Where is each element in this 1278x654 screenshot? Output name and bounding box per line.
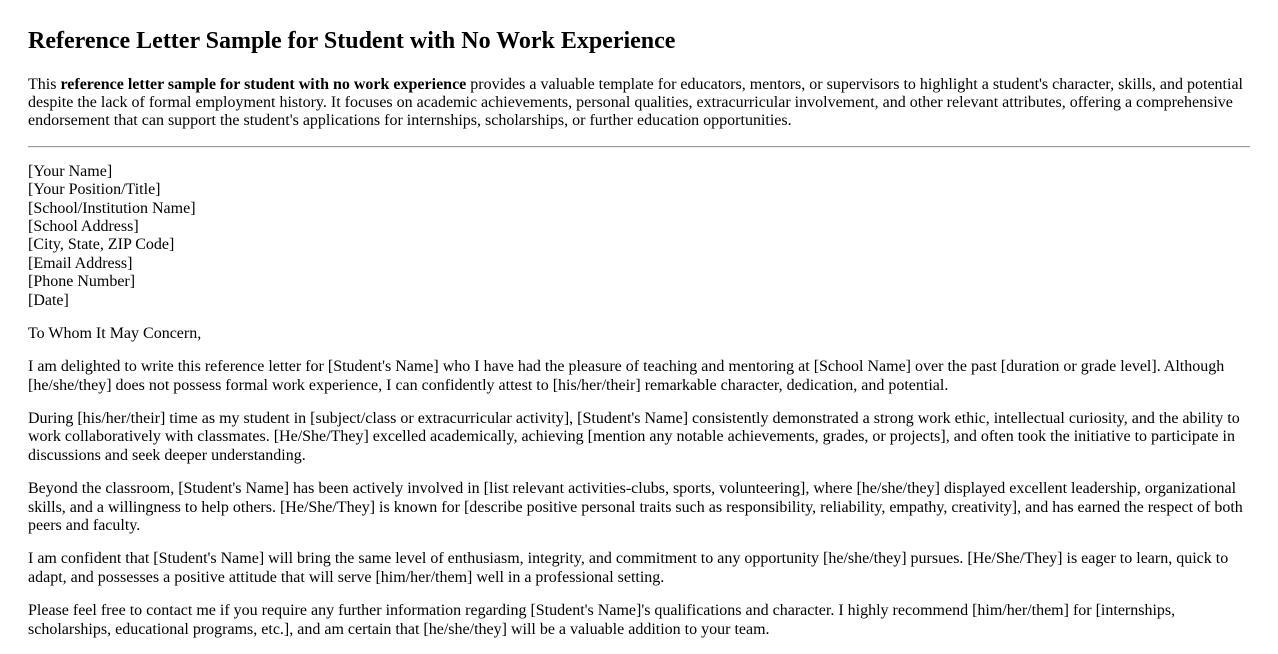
intro-text-bold-phrase: reference letter sample for student with no work experience [60, 75, 467, 93]
intro-text-prefix: This [28, 75, 61, 93]
page-title: Reference Letter Sample for Student with No Work Experience [28, 28, 676, 54]
intro-text-suffix: provides a valuable template for educators, mentors, or supervisors to highlight a student's character, skills, and potential despite the lack of formal employment history. It focuses on academic achievements, personal qualities, extracurricular involvement, and other relevant attributes, offering a comprehensive endorsement that can support the student's applications for internships, scholarships, or further education opportunities. [28, 75, 1243, 130]
letter-paragraph-3: Beyond the classroom, [Student's Name] has been actively involved in [list relevant activities-clubs, sports, volunteering], where [he/she/they] displayed excellent leadership, organizational skills, and a willingness to help others. [He/She/They] is known for [describe positive personal traits such as responsibility, reliability, empathy, creativity], and has earned the respect of both peers and faculty. [28, 480, 1243, 535]
sender-position-line: [Your Position/Title] [28, 181, 161, 199]
sender-phone-line: [Phone Number] [28, 273, 136, 291]
sender-school-line: [School/Institution Name] [28, 199, 196, 217]
sender-city-line: [City, State, ZIP Code] [28, 236, 175, 254]
sender-address-line: [School Address] [28, 217, 139, 235]
letter-paragraph-2: During [his/her/their] time as my student in [subject/class or extracurricular activity], [Student's Name] consistently demonstrated a strong work ethic, intellectual curiosity, and the ability to work collaboratively with classmates. [He/She/They] excelled academically, achieving [mention any notable achievements, grades, or projects], and often took the initiative to participate in discussions and seek deeper understanding. [28, 410, 1240, 464]
sender-date-line: [Date] [28, 291, 69, 309]
sender-email-line: [Email Address] [28, 254, 133, 272]
salutation: To Whom It May Concern, [28, 324, 202, 342]
sender-info-block [28, 163, 1250, 310]
letter-paragraph-1: I am delighted to write this reference letter for [Student's Name] who I have had the pleasure of teaching and mentoring at [School Name] over the past [duration or grade level]. Although [he/she/they] does not possess formal work experience, I can confidently attest to [his/her/their] remarkable character, dedication, and potential. [28, 358, 1225, 394]
intro-paragraph [28, 76, 1250, 131]
letter-paragraph-5: Please feel free to contact me if you require any further information regarding [Student's Name]'s qualifications and character. I highly recommend [him/her/them] for [internships, scholarships, educational programs, etc.], and am certain that [he/she/they] will be a valuable addition to your team. [28, 602, 1176, 638]
sender-name-line: [Your Name] [28, 162, 113, 180]
letter-paragraph-4: I am confident that [Student's Name] will bring the same level of enthusiasm, integrity, and commitment to any opportunity [he/she/they] pursues. [He/She/They] is eager to learn, quick to adapt, and possesses a positive attitude that will serve [him/her/them] well in a professional setting. [28, 550, 1229, 586]
section-divider [28, 146, 1250, 148]
